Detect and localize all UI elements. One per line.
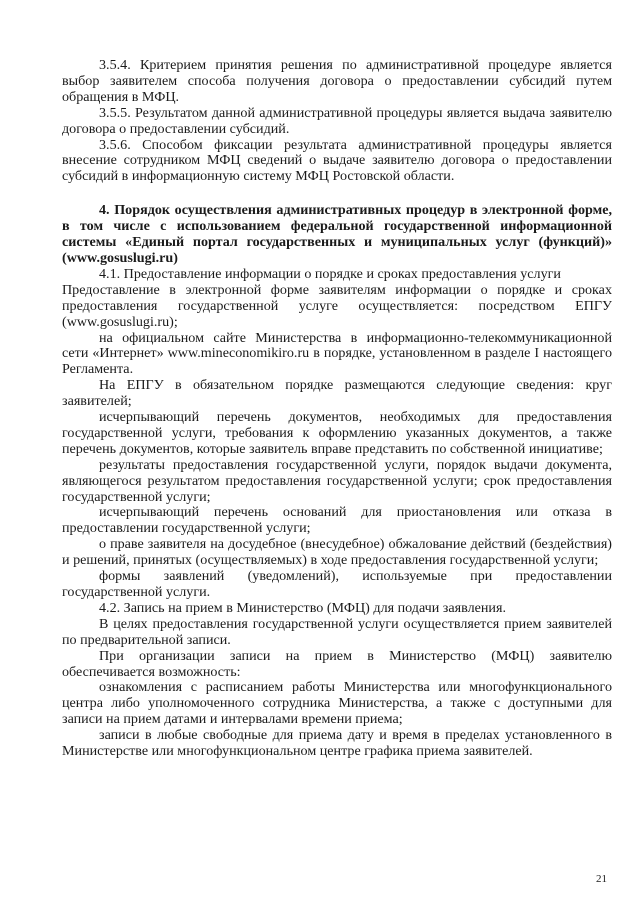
paragraph-4-2-booking: записи в любые свободные для приема дату и время в пределах установленного в Министерстве или многофункциональном центре графика приема заявителей. [62,727,612,760]
document-page [62,58,612,760]
paragraph-4-2-prior: В целях предоставления государственной услуги осуществляется прием заявителей по предварительной записи. [62,615,612,648]
paragraph-3-5-4: 3.5.4. Критерием принятия решения по административной процедуре является выбор заявителем способа получения договора о предоставлении субсидий путем обращения в МФЦ. [62,57,612,105]
paragraph-4-2-schedule: ознакомления с расписанием работы Министерства или многофункционального центра либо уполномоченного сотрудника Министерства, а также с доступными для записи на прием датами и интервалами времени приема; [62,679,612,728]
paragraph-3-5-5: 3.5.5. Результатом данной административной процедуры является выдача заявителю договора о предоставлении субсидий. [62,104,612,137]
paragraph-4-1-epgu: На ЕПГУ в обязательном порядке размещаются следующие сведения: круг заявителей; [62,377,612,410]
paragraph-4-1-appeal: о праве заявителя на досудебное (внесудебное) обжалование действий (бездействия) и решений, принятых (осуществляемых) в ходе предоставления государственной услуги; [62,536,612,569]
paragraph-4-1-grounds: исчерпывающий перечень оснований для приостановления или отказа в предоставлении государственной услуги; [62,504,612,537]
paragraph-3-5-6: 3.5.6. Способом фиксации результата административной процедуры является внесение сотрудником МФЦ сведений о выдаче заявителю договора о предоставлении субсидий в информационную систему МФЦ Ростовской области. [62,136,612,185]
paragraph-4-2-possibility: При организации записи на прием в Министерство (МФЦ) заявителю обеспечивается возможность: [62,647,612,680]
paragraph-4-1-website: на официальном сайте Министерства в информационно-телекоммуникационной сети «Интернет» www.mineconomikiro.ru в порядке, установленном в разделе I настоящего Регламента. [62,329,612,378]
section-4-heading: 4. Порядок осуществления административных процедур в электронной форме, в том числе с использованием федеральной государственной информационной системы «Единый портал государственных и муниципальных услуг (функций)» (www.gosuslugi.ru) [62,202,612,266]
paragraph-4-1-documents: исчерпывающий перечень документов, необходимых для предоставления государственной услуги, требования к оформлению указанных документов, а также перечень документов, которые заявитель вправе представить по собственной инициативе; [62,409,612,457]
paragraph-4-1-text: Предоставление в электронной форме заявителям информации о порядке и сроках предоставления государственной услуге осуществляется: посредством ЕПГУ (www.gosuslugi.ru); [62,281,612,330]
paragraph-4-2: 4.2. Запись на прием в Министерство (МФЦ) для подачи заявления. [99,599,506,616]
paragraph-4-1-results: результаты предоставления государственной услуги, порядок выдачи документа, являющегося результатом предоставления государственной услуги; срок предоставления государственной услуги; [62,456,612,505]
paragraph-4-1: 4.1. Предоставление информации о порядке и сроках предоставления услуги [99,265,561,282]
paragraph-4-1-forms: формы заявлений (уведомлений), используемые при предоставлении государственной услуги. [62,568,612,600]
page-number: 21 [596,873,607,885]
